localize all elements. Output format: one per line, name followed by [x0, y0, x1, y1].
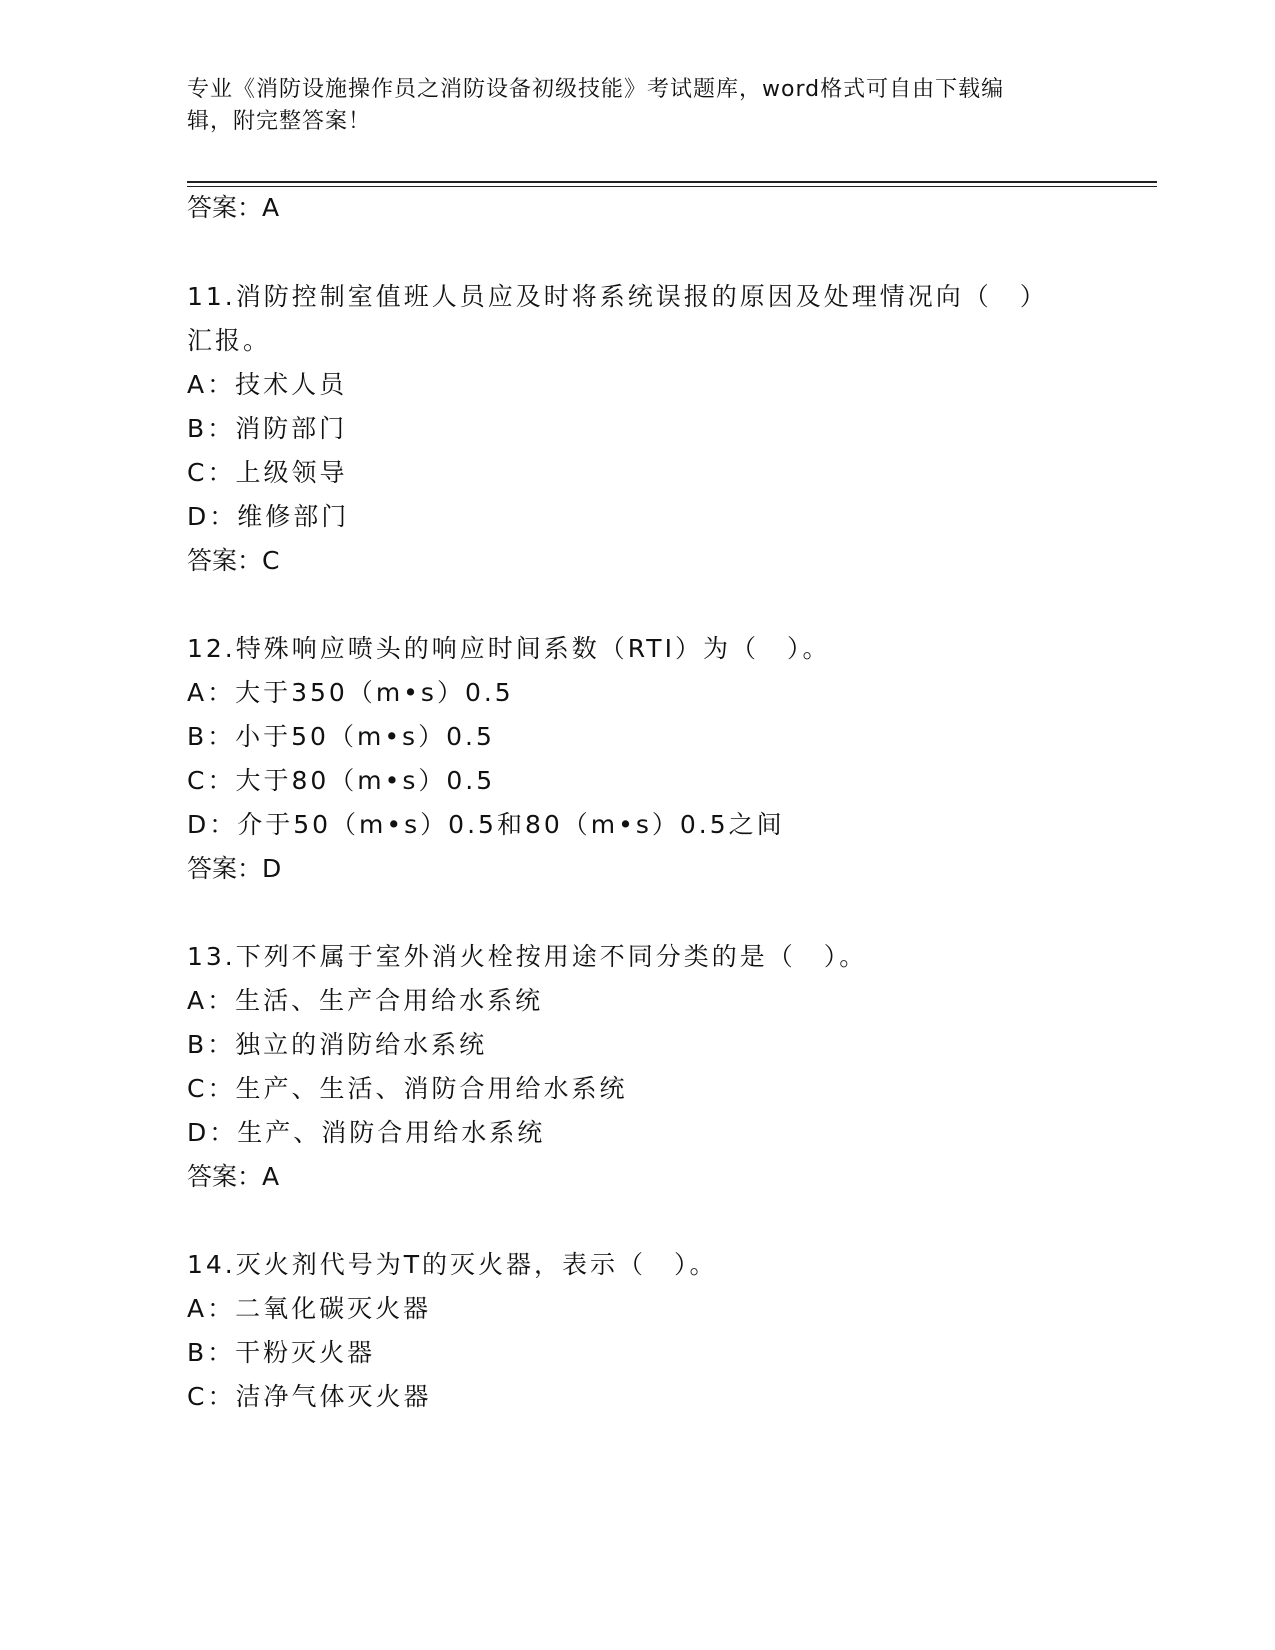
document-header — [187, 74, 1067, 138]
header-divider-thin — [187, 186, 1157, 187]
question-13-answer: 答案：A — [187, 1162, 280, 1191]
question-12-answer: 答案：D — [187, 854, 282, 883]
header-line-2: 辑，附完整答案！ — [187, 109, 372, 134]
question-13-option-b: B：独立的消防给水系统 — [187, 1030, 488, 1059]
question-11-option-d: D：维修部门 — [187, 502, 350, 531]
question-12-option-c: C：大于80（m•s）0.5 — [187, 766, 496, 795]
question-14-option-c: C：洁净气体灭火器 — [187, 1382, 432, 1411]
header-line-1: 专业《消防设施操作员之消防设备初级技能》考试题库，word格式可自由下载编 — [187, 77, 1005, 102]
question-13-option-c: C：生产、生活、消防合用给水系统 — [187, 1074, 628, 1103]
question-14-option-b: B：干粉灭火器 — [187, 1338, 376, 1367]
question-13-option-a: A：生活、生产合用给水系统 — [187, 986, 544, 1015]
answer-line: 答案：A — [187, 193, 280, 222]
question-14-option-a: A：二氧化碳灭火器 — [187, 1294, 432, 1323]
header-divider — [187, 181, 1157, 183]
question-13-stem: 13.下列不属于室外消火栓按用途不同分类的是（ ）。 — [187, 942, 868, 971]
question-12-option-a: A：大于350（m•s）0.5 — [187, 678, 514, 707]
question-11-option-b: B：消防部门 — [187, 414, 348, 443]
question-11-stem: 11.消防控制室值班人员应及时将系统误报的原因及处理情况向（ ） — [187, 282, 1048, 311]
question-14-stem: 14.灭火剂代号为T的灭火器，表示（ ）。 — [187, 1250, 718, 1279]
question-12-option-b: B：小于50（m•s）0.5 — [187, 722, 495, 751]
question-12-option-d: D：介于50（m•s）0.5和80（m•s）0.5之间 — [187, 810, 785, 839]
question-11-answer: 答案：C — [187, 546, 280, 575]
question-11-option-c: C：上级领导 — [187, 458, 348, 487]
question-11-stem-cont: 汇报。 — [187, 326, 272, 355]
question-12-stem: 12.特殊响应喷头的响应时间系数（RTI）为（ ）。 — [187, 634, 831, 663]
question-13-option-d: D：生产、消防合用给水系统 — [187, 1118, 546, 1147]
question-11-option-a: A：技术人员 — [187, 370, 348, 399]
